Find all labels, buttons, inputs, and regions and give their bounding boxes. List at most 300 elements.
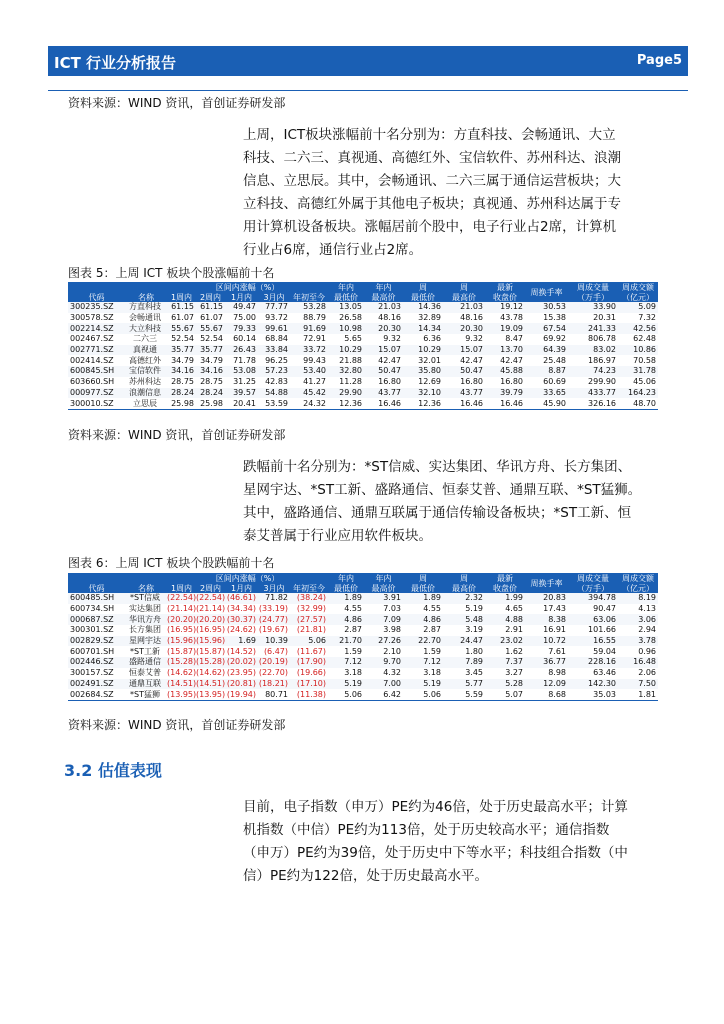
table-cell: (27.57) bbox=[290, 614, 328, 625]
table-cell: 88.79 bbox=[303, 313, 327, 323]
table-cell: (15.87) bbox=[196, 646, 226, 656]
table-cell: 61.15 bbox=[167, 302, 196, 313]
stock-code: 000687.SZ bbox=[68, 614, 125, 625]
table-cell: (13.95) bbox=[167, 689, 197, 699]
table-cell: (19.66) bbox=[296, 668, 327, 678]
table-cell: 5.09 bbox=[618, 302, 658, 313]
header-range-change: 区间内涨幅（%） bbox=[167, 573, 328, 583]
table-cell: 35.77 bbox=[167, 345, 196, 356]
losers-table: 区间内涨幅（%） 年内 年内 周 周 最新 周换手率 周成交量 周成交额 代码 名称 1周内 2周内 1月内 3月内 年初至今 最低价 最高价 最低价 最高价 收盘价 （万手） （亿元） 600485.SH *ST信威 (22.54) (22.54) (46.61) 71.82 (38.24) 1.89 3.91 1.89 2.32 1.99 20.83 394.78 8.19 600734.SH 实达集团 (21.14) (21.14) (34.34) (33.19) (32.99) 4.55 7.03 4.55 5.19 4.65 17.43 90.47 4.13 000687.SZ 华讯方舟 (20.20) (20.20) (30.37) (24.77) (27.57) 4.86 7.09 4.86 5.48 4.88 8.38 63.06 3.06 300301.SZ 长方集团 (16.95) (16.95) (24.62) (19.67) (21.81) 2.87 3.98 2.87 3.19 2.91 16.91 101.66 2.94 002829.SZ 星网宇达 (15.96) (15.96) 1.69 10.39 5.06 21.70 27.26 22.70 24.47 23.02 10.72 16.55 3.78 600701.SH *ST工新 (15.87) (15.87) (14.52) (6.47) (11.67) 1.59 2.10 1.59 1.80 1.62 7.61 59.04 0.96 002446.SZ 盛路通信 (15.28) (15.28) (20.02) (20.19) (17.90) 7.12 9.70 7.12 7.89 7.37 36.77 228.16 16.48 300157.SZ 恒泰艾普 (14.62) (14.62) (23.95) (22.70) (19.66) 3.18 4.32 3.18 3.45 3.27 8.98 63.46 2.06 002491.SZ 通鼎互联 (14.51) (14.51) (20.81) (18.21) (17.10) 5.19 7.00 5.19 5.77 5.28 12.09 142.30 7.50 002684.SZ *ST猛狮 (13.95) (13.95) (19.94) 80.71 (11.38) 5.06 6.42 5.06 5.59 5.07 8.68 35.03 1.81 bbox=[70, 573, 657, 699]
table-cell: 99.61 bbox=[258, 323, 290, 334]
table-cell: 6.42 bbox=[364, 689, 403, 700]
table-cell: (17.90) bbox=[290, 657, 328, 668]
table-cell: 4.86 bbox=[403, 614, 443, 625]
table-cell: 4.55 bbox=[423, 604, 442, 614]
text-line: 其中，盛路通信、通鼎互联属于通信传输设备板块；*ST工新、恒 bbox=[243, 505, 632, 521]
table-cell: (11.67) bbox=[296, 646, 327, 656]
text-line: 信息、立思辰。其中，会畅通讯、二六三属于通信运营板块；大 bbox=[243, 173, 621, 189]
table-row bbox=[68, 345, 658, 356]
table-cell: 28.75 bbox=[171, 377, 194, 387]
table-row bbox=[68, 313, 658, 324]
table-cell: 7.00 bbox=[364, 679, 403, 690]
table-cell: 28.24 bbox=[196, 388, 225, 399]
table-cell: 39.57 bbox=[225, 388, 258, 399]
table-cell: 20.41 bbox=[225, 398, 258, 409]
table-cell: 9.70 bbox=[364, 657, 403, 668]
table-cell: 48.16 bbox=[460, 313, 484, 323]
text-line: 行业占6席，通信行业占2席。 bbox=[243, 242, 423, 258]
table-cell: 8.87 bbox=[525, 366, 568, 377]
source-note-fig5: 资料来源：WIND 资讯，首创证券研发部 bbox=[68, 428, 286, 442]
table-cell: 33.65 bbox=[525, 388, 568, 399]
table-cell: 20.83 bbox=[525, 593, 568, 604]
stock-name: 恒泰艾普 bbox=[129, 668, 161, 678]
table-cell: 2.87 bbox=[423, 625, 442, 635]
table-cell: (23.95) bbox=[226, 668, 256, 678]
table-cell: 35.80 bbox=[403, 366, 443, 377]
table-cell: 24.47 bbox=[443, 636, 485, 647]
table-row bbox=[68, 689, 658, 700]
table-cell: 5.19 bbox=[465, 604, 484, 614]
table-cell: 2.10 bbox=[383, 646, 402, 656]
table-cell: (14.52) bbox=[226, 646, 256, 656]
table-cell: 61.15 bbox=[196, 302, 225, 313]
table-cell: 25.98 bbox=[167, 398, 196, 409]
table-cell: 4.55 bbox=[344, 604, 363, 614]
table-cell: (15.28) bbox=[196, 657, 226, 667]
table-cell: 1.59 bbox=[423, 646, 442, 656]
table-cell: 142.30 bbox=[568, 679, 618, 690]
text-line: 目前，电子指数（申万）PE约为46倍，处于历史最高水平；计算 bbox=[243, 799, 628, 815]
stock-code: 000977.SZ bbox=[68, 388, 125, 399]
table-cell: (21.14) bbox=[196, 604, 226, 614]
table-cell: (32.99) bbox=[296, 604, 327, 614]
table-cell: (19.94) bbox=[226, 689, 256, 699]
table-cell: 16.80 bbox=[500, 377, 524, 387]
table-cell: 2.87 bbox=[344, 625, 363, 635]
table-cell: 16.80 bbox=[378, 377, 402, 387]
table-cell: 4.88 bbox=[485, 614, 525, 625]
table-row bbox=[68, 302, 658, 313]
table-cell: 16.46 bbox=[485, 398, 525, 409]
table-cell: 12.09 bbox=[525, 679, 568, 690]
stock-code: 600734.SH bbox=[70, 604, 115, 614]
table-cell: 32.01 bbox=[418, 355, 442, 365]
table-cell: 13.05 bbox=[328, 302, 364, 313]
paragraph-valuation bbox=[243, 796, 661, 888]
table-cell: 15.07 bbox=[443, 345, 485, 356]
paragraph-gainers bbox=[243, 124, 661, 262]
table-cell: 74.23 bbox=[568, 366, 618, 377]
table-cell: 60.14 bbox=[233, 334, 256, 344]
table-cell: 99.43 bbox=[303, 355, 327, 365]
table-cell: 1.81 bbox=[618, 689, 658, 700]
table-cell: 55.67 bbox=[167, 323, 196, 334]
table-row bbox=[68, 334, 658, 345]
table-cell: 17.43 bbox=[543, 604, 567, 614]
table-cell: 5.06 bbox=[403, 689, 443, 700]
table-cell: 5.77 bbox=[443, 679, 485, 690]
table-cell: 83.02 bbox=[568, 345, 618, 356]
text-line: （申万）PE约为39倍，处于历史中下等水平；科技组合指数（中 bbox=[243, 845, 628, 861]
source-note-fig6: 资料来源：WIND 资讯，首创证券研发部 bbox=[68, 718, 286, 732]
header-range-change: 区间内涨幅（%） bbox=[167, 282, 328, 292]
table-cell: (38.24) bbox=[290, 593, 328, 604]
gainers-table: 区间内涨幅（%） 年内 年内 周 周 最新 周换手率 周成交量 周成交额 代码 名称 1周内 2周内 1月内 3月内 年初至今 最低价 最高价 最低价 最高价 收盘价 （万手） （亿元） 300235.SZ 方直科技 61.15 61.15 49.47 77.77 53.28 13.05 21.03 14.36 21.03 19.12 30.53 33.90 5.09 300578.SZ 会畅通讯 61.07 61.07 75.00 93.72 88.79 26.58 48.16 32.89 48.16 43.78 15.38 20.31 7.32 002214.SZ 大立科技 55.67 55.67 79.33 99.61 91.69 10.98 20.30 14.34 20.30 19.09 67.54 241.33 42.56 002467.SZ 二六三 52.54 52.54 60.14 68.84 72.91 5.65 9.32 6.36 9.32 8.47 69.92 806.78 62.48 002771.SZ 真视通 35.77 35.77 26.43 33.84 33.72 10.29 15.07 10.29 15.07 13.70 64.39 83.02 10.86 002414.SZ 高德红外 34.79 34.79 71.78 96.25 99.43 21.88 42.47 32.01 42.47 42.47 25.48 186.97 70.58 600845.SH 宝信软件 34.16 34.16 53.08 57.23 53.40 32.80 50.47 35.80 50.47 45.88 8.87 74.23 31.78 603660.SH 苏州科达 28.75 28.75 31.25 42.83 41.27 11.28 16.80 12.69 16.80 16.80 60.69 299.90 45.06 000977.SZ 浪潮信息 28.24 28.24 39.57 54.88 45.42 29.90 43.77 32.10 43.77 39.79 33.65 433.77 164.23 300010.SZ 立思辰 25.98 25.98 20.41 53.59 24.32 12.36 16.46 12.36 16.46 16.46 45.90 326.16 48.70 bbox=[70, 282, 657, 408]
stock-code: 002414.SZ bbox=[70, 355, 114, 365]
table-row bbox=[68, 614, 658, 625]
text-line: 科技、二六三、真视通、高德红外、宝信软件、苏州科达、浪潮 bbox=[243, 150, 621, 166]
table-cell: 22.70 bbox=[403, 636, 443, 647]
table-cell: 21.03 bbox=[364, 302, 403, 313]
table-cell: 34.79 bbox=[171, 355, 194, 365]
table-cell: (22.54) bbox=[167, 593, 197, 603]
stock-name: 星网宇达 bbox=[125, 636, 167, 647]
table-cell: (17.10) bbox=[290, 679, 328, 690]
table-cell: (22.70) bbox=[258, 668, 288, 678]
table-cell: (21.14) bbox=[167, 604, 197, 614]
stock-name: 宝信软件 bbox=[125, 366, 167, 377]
table-cell: 10.72 bbox=[525, 636, 568, 647]
table-cell: 72.91 bbox=[303, 334, 327, 344]
table-cell: (20.20) bbox=[167, 614, 197, 624]
table-cell: (20.20) bbox=[196, 614, 226, 624]
text-line: 用计算机设备板块。涨幅居前个股中，电子行业占2席，计算机 bbox=[243, 219, 617, 235]
table-cell: 3.06 bbox=[618, 614, 658, 625]
table-cell: (15.87) bbox=[167, 646, 197, 656]
table-cell: 9.32 bbox=[465, 334, 484, 344]
table-cell: (14.62) bbox=[167, 668, 197, 678]
table-cell: 2.06 bbox=[638, 668, 657, 678]
table-cell: 228.16 bbox=[568, 657, 618, 668]
table-cell: 93.72 bbox=[265, 313, 288, 323]
table-cell: 34.79 bbox=[200, 355, 223, 365]
table-cell: 43.77 bbox=[364, 388, 403, 399]
table-cell: 2.32 bbox=[443, 593, 485, 604]
table-cell: 4.13 bbox=[638, 604, 657, 614]
table-cell: 71.82 bbox=[258, 593, 290, 604]
table-cell: 71.78 bbox=[233, 355, 256, 365]
stock-code: 002467.SZ bbox=[70, 334, 114, 344]
table-cell: 45.42 bbox=[290, 388, 328, 399]
section-heading: 3.2 估值表现 bbox=[64, 761, 162, 780]
table-cell: 96.25 bbox=[265, 355, 288, 365]
table-cell: 63.46 bbox=[593, 668, 617, 678]
table-cell: 2.91 bbox=[505, 625, 524, 635]
table-cell: 75.00 bbox=[233, 313, 256, 323]
table-cell: 54.88 bbox=[258, 388, 290, 399]
table-cell: 3.91 bbox=[364, 593, 403, 604]
table-cell: 10.29 bbox=[328, 345, 364, 356]
table-cell: 3.19 bbox=[465, 625, 484, 635]
table-cell: (14.51) bbox=[167, 678, 197, 688]
table-cell: (14.51) bbox=[196, 678, 226, 688]
table-cell: 52.54 bbox=[171, 334, 194, 344]
stock-code: 600485.SH bbox=[68, 593, 125, 604]
table-cell: 55.67 bbox=[196, 323, 225, 334]
stock-name: 实达集团 bbox=[129, 604, 161, 614]
table-cell: 28.75 bbox=[200, 377, 223, 387]
table-cell: 7.50 bbox=[618, 679, 658, 690]
table-cell: (16.95) bbox=[196, 625, 226, 635]
table-cell: 25.98 bbox=[196, 398, 225, 409]
page-header bbox=[48, 46, 688, 76]
table-cell: 14.36 bbox=[403, 302, 443, 313]
stock-name: 方直科技 bbox=[125, 302, 167, 313]
table-cell: (20.19) bbox=[258, 657, 288, 667]
table-cell: 5.65 bbox=[344, 334, 363, 344]
table-cell: 1.69 bbox=[225, 636, 258, 647]
stock-name: *ST猛狮 bbox=[125, 689, 167, 700]
table-cell: 4.32 bbox=[383, 668, 402, 678]
table-cell: 45.88 bbox=[485, 366, 525, 377]
table-cell: 8.68 bbox=[525, 689, 568, 700]
text-line: 跌幅前十名分别为：*ST信威、实达集团、华讯方舟、长方集团、 bbox=[243, 459, 632, 475]
table-cell: 90.47 bbox=[593, 604, 617, 614]
table-cell: 32.89 bbox=[418, 313, 442, 323]
table-row bbox=[68, 625, 658, 636]
table-cell: 12.36 bbox=[328, 398, 364, 409]
table-cell: (46.61) bbox=[226, 593, 256, 603]
table-row bbox=[68, 668, 658, 679]
table-cell: (15.96) bbox=[196, 636, 226, 646]
table-cell: 80.71 bbox=[258, 689, 290, 700]
table-cell: 16.46 bbox=[443, 398, 485, 409]
table-cell: 5.19 bbox=[328, 679, 364, 690]
table-cell: 42.83 bbox=[265, 377, 288, 387]
table-cell: 5.19 bbox=[403, 679, 443, 690]
table-cell: 15.38 bbox=[543, 313, 567, 323]
table-cell: 7.37 bbox=[485, 657, 525, 668]
table-cell: 70.58 bbox=[633, 355, 657, 365]
table-cell: 20.31 bbox=[593, 313, 617, 323]
table-cell: (30.37) bbox=[226, 614, 256, 624]
table-cell: 32.80 bbox=[328, 366, 364, 377]
table-row bbox=[68, 657, 658, 668]
table-cell: 241.33 bbox=[568, 323, 618, 334]
table-cell: (34.34) bbox=[226, 604, 256, 614]
table-cell: 62.48 bbox=[633, 334, 657, 344]
stock-code: 300578.SZ bbox=[70, 313, 114, 323]
table-cell: 34.16 bbox=[167, 366, 196, 377]
figure-6-title: 图表 6：上周 ICT 板块个股跌幅前十名 bbox=[68, 556, 275, 570]
table-cell: (11.38) bbox=[290, 689, 328, 700]
table-cell: 5.07 bbox=[485, 689, 525, 700]
table-row bbox=[68, 679, 658, 690]
table-cell: 1.80 bbox=[465, 646, 484, 656]
stock-code: 600701.SH bbox=[70, 646, 115, 656]
table-cell: 67.54 bbox=[525, 323, 568, 334]
table-cell: 10.39 bbox=[258, 636, 290, 647]
table-cell: 77.77 bbox=[258, 302, 290, 313]
table-cell: 43.78 bbox=[500, 313, 524, 323]
text-line: 机指数（中信）PE约为113倍，处于历史较高水平；通信指数 bbox=[243, 822, 610, 838]
table-cell: 61.07 bbox=[171, 313, 194, 323]
table-row bbox=[68, 323, 658, 334]
table-row bbox=[68, 366, 658, 377]
table-cell: 8.38 bbox=[525, 614, 568, 625]
table-cell: 1.59 bbox=[344, 646, 363, 656]
table-cell: 60.69 bbox=[543, 377, 567, 387]
table-cell: 64.39 bbox=[525, 345, 568, 356]
table-cell: 42.47 bbox=[460, 355, 484, 365]
table-cell: (15.96) bbox=[167, 636, 197, 646]
table-cell: (20.81) bbox=[226, 678, 256, 688]
table-cell: 20.30 bbox=[364, 323, 403, 334]
table-cell: 42.47 bbox=[378, 355, 402, 365]
table-cell: 21.03 bbox=[443, 302, 485, 313]
table-cell: 48.16 bbox=[378, 313, 402, 323]
table-cell: 8.98 bbox=[548, 668, 567, 678]
table-cell: 61.07 bbox=[200, 313, 223, 323]
stock-name: *ST信威 bbox=[125, 593, 167, 604]
table-cell: 53.08 bbox=[225, 366, 258, 377]
stock-code: 002446.SZ bbox=[68, 657, 125, 668]
table-cell: 16.46 bbox=[364, 398, 403, 409]
table-cell: 31.25 bbox=[233, 377, 256, 387]
table-cell: 34.16 bbox=[196, 366, 225, 377]
table-cell: 11.28 bbox=[339, 377, 363, 387]
table-cell: 10.86 bbox=[618, 345, 658, 356]
table-cell: 6.36 bbox=[423, 334, 442, 344]
table-cell: 91.69 bbox=[290, 323, 328, 334]
stock-name: *ST工新 bbox=[130, 646, 160, 656]
table-cell: 10.98 bbox=[328, 323, 364, 334]
table-cell: (18.21) bbox=[258, 678, 288, 688]
text-line: 泰艾普属于行业应用软件板块。 bbox=[243, 528, 432, 544]
paragraph-losers bbox=[243, 456, 661, 548]
table-cell: 5.28 bbox=[485, 679, 525, 690]
table-row bbox=[68, 646, 658, 657]
table-cell: 1.99 bbox=[485, 593, 525, 604]
table-cell: (20.02) bbox=[226, 657, 256, 667]
table-cell: 53.28 bbox=[290, 302, 328, 313]
stock-name: 真视通 bbox=[125, 345, 167, 356]
table-cell: 19.12 bbox=[485, 302, 525, 313]
text-line: 信）PE约为122倍，处于历史最高水平。 bbox=[243, 868, 488, 884]
table-cell: (24.62) bbox=[226, 625, 256, 635]
stock-code: 603660.SH bbox=[70, 377, 115, 387]
table-cell: (19.67) bbox=[258, 625, 288, 635]
table-cell: 3.98 bbox=[383, 625, 402, 635]
table-cell: (24.77) bbox=[258, 614, 288, 624]
table-cell: 7.03 bbox=[383, 604, 402, 614]
table-cell: 7.12 bbox=[328, 657, 364, 668]
table-cell: 3.78 bbox=[618, 636, 658, 647]
table-cell: 7.32 bbox=[638, 313, 657, 323]
stock-name: 华讯方舟 bbox=[125, 614, 167, 625]
table-cell: 101.66 bbox=[588, 625, 617, 635]
table-cell: 5.48 bbox=[443, 614, 485, 625]
table-cell: 299.90 bbox=[588, 377, 617, 387]
table-cell: 33.72 bbox=[290, 345, 328, 356]
table-cell: 39.79 bbox=[485, 388, 525, 399]
table-cell: 14.34 bbox=[403, 323, 443, 334]
table-cell: 59.04 bbox=[593, 646, 617, 656]
table-cell: 53.59 bbox=[258, 398, 290, 409]
table-cell: 19.09 bbox=[485, 323, 525, 334]
table-cell: 41.27 bbox=[303, 377, 327, 387]
table-cell: 5.06 bbox=[328, 689, 364, 700]
table-row bbox=[68, 355, 658, 366]
table-cell: 16.80 bbox=[460, 377, 484, 387]
table-cell: 3.18 bbox=[344, 668, 363, 678]
table-cell: 32.10 bbox=[403, 388, 443, 399]
stock-code: 002214.SZ bbox=[68, 323, 125, 334]
table-cell: 3.27 bbox=[505, 668, 524, 678]
table-cell: 394.78 bbox=[568, 593, 618, 604]
table-cell: 0.96 bbox=[638, 646, 657, 656]
table-cell: 164.23 bbox=[618, 388, 658, 399]
table-cell: 326.16 bbox=[568, 398, 618, 409]
table-cell: 69.92 bbox=[543, 334, 567, 344]
table-cell: 7.61 bbox=[548, 646, 567, 656]
table-cell: 63.06 bbox=[568, 614, 618, 625]
stock-code: 300301.SZ bbox=[70, 625, 114, 635]
table-cell: 20.30 bbox=[443, 323, 485, 334]
table-cell: 42.56 bbox=[618, 323, 658, 334]
table-cell: 33.90 bbox=[568, 302, 618, 313]
table-cell: 8.19 bbox=[618, 593, 658, 604]
table-cell: 16.48 bbox=[618, 657, 658, 668]
stock-name: 高德红外 bbox=[129, 355, 161, 365]
table-cell: 43.77 bbox=[443, 388, 485, 399]
table-cell: 15.07 bbox=[364, 345, 403, 356]
table-cell: (15.28) bbox=[167, 657, 197, 667]
table-cell: 433.77 bbox=[568, 388, 618, 399]
table-cell: 16.55 bbox=[568, 636, 618, 647]
stock-code: 002684.SZ bbox=[68, 689, 125, 700]
table-cell: 79.33 bbox=[225, 323, 258, 334]
table-row bbox=[68, 604, 658, 615]
table-cell: 9.32 bbox=[383, 334, 402, 344]
table-cell: 3.45 bbox=[465, 668, 484, 678]
stock-name: 长方集团 bbox=[129, 625, 161, 635]
stock-code: 300010.SZ bbox=[68, 398, 125, 409]
stock-name: 苏州科达 bbox=[129, 377, 161, 387]
table-cell: 25.48 bbox=[543, 355, 567, 365]
table-cell: 8.47 bbox=[505, 334, 524, 344]
table-cell: 57.23 bbox=[258, 366, 290, 377]
table-cell: 50.47 bbox=[443, 366, 485, 377]
stock-code: 002771.SZ bbox=[68, 345, 125, 356]
table-cell: 7.89 bbox=[443, 657, 485, 668]
table-cell: 42.47 bbox=[500, 355, 524, 365]
table-cell: (6.47) bbox=[263, 646, 288, 656]
table-cell: 28.24 bbox=[167, 388, 196, 399]
stock-code: 600845.SH bbox=[68, 366, 125, 377]
table-cell: 1.89 bbox=[403, 593, 443, 604]
table-cell: 21.88 bbox=[339, 355, 363, 365]
table-row bbox=[68, 593, 658, 604]
table-cell: 10.29 bbox=[403, 345, 443, 356]
table-cell: 26.58 bbox=[339, 313, 363, 323]
table-cell: 13.70 bbox=[485, 345, 525, 356]
stock-code: 002829.SZ bbox=[68, 636, 125, 647]
table-row bbox=[68, 377, 658, 388]
table-cell: (21.81) bbox=[296, 625, 327, 635]
table-cell: 31.78 bbox=[618, 366, 658, 377]
stock-name: 浪潮信息 bbox=[125, 388, 167, 399]
table-cell: 33.84 bbox=[258, 345, 290, 356]
table-cell: 186.97 bbox=[588, 355, 617, 365]
table-cell: 29.90 bbox=[328, 388, 364, 399]
table-cell: 48.70 bbox=[618, 398, 658, 409]
table-cell: 5.59 bbox=[443, 689, 485, 700]
page-number: Page5 bbox=[636, 53, 682, 68]
table-cell: (33.19) bbox=[258, 604, 288, 614]
table-cell: 50.47 bbox=[364, 366, 403, 377]
